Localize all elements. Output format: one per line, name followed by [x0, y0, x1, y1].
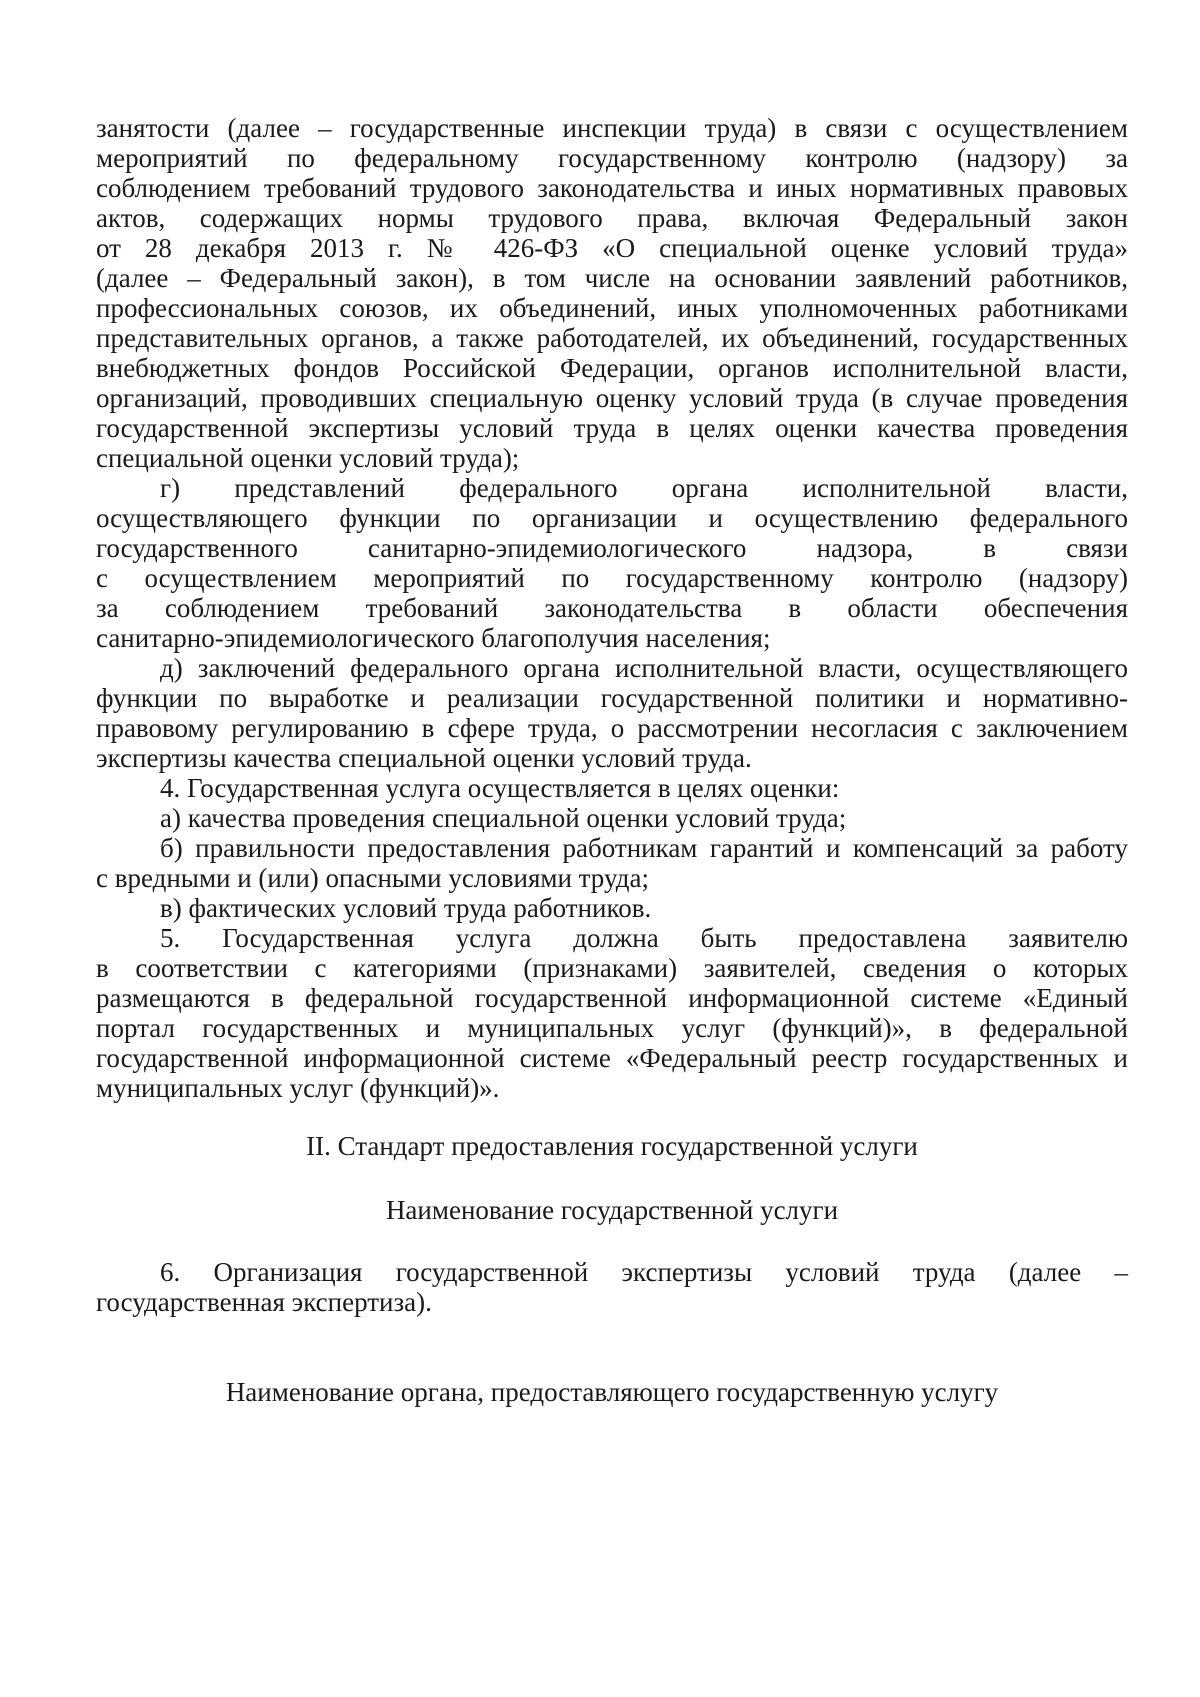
paragraph-line: внебюджетных фондов Российской Федерации, органов исполнительной власти,: [96, 353, 1128, 383]
paragraph-line: за соблюдением требований законодательства в области обеспечения: [96, 593, 1128, 623]
paragraph-line: портал государственных и муниципальных услуг (функций)», в федеральной: [96, 1013, 1128, 1043]
paragraph-line: с вредными и (или) опасными условиями труда;: [96, 863, 649, 893]
paragraph-line: функции по выработке и реализации государственной политики и нормативно-: [96, 683, 1128, 713]
paragraph-line: осуществляющего функции по организации и осуществлению федерального: [96, 503, 1128, 533]
paragraph-line: государственной информационной системе «Федеральный реестр государственных и: [96, 1043, 1128, 1073]
paragraph-line: муниципальных услуг (функций)».: [96, 1073, 500, 1103]
subheading-service-name: Наименование государственной услуги: [385, 1195, 839, 1225]
paragraph-line: б) правильности предоставления работникам гарантий и компенсаций за работу: [160, 833, 1128, 863]
paragraph-line: специальной оценки условий труда);: [96, 443, 520, 473]
paragraph-line: с осуществлением мероприятий по государственному контролю (надзору): [96, 563, 1128, 593]
paragraph-line: г) представлений федерального органа исполнительной власти,: [160, 473, 1128, 503]
paragraph-line: д) заключений федерального органа исполнительной власти, осуществляющего: [160, 653, 1128, 683]
paragraph-line: соблюдением требований трудового законодательства и иных нормативных правовых: [96, 173, 1128, 203]
paragraph-line: в соответствии с категориями (признаками) заявителей, сведения о которых: [96, 953, 1128, 983]
paragraph-line: (далее – Федеральный закон), в том числе на основании заявлений работников,: [96, 263, 1128, 293]
paragraph-line: 5. Государственная услуга должна быть предоставлена заявителю: [160, 923, 1128, 953]
subheading-authority: Наименование органа, предоставляющего государственную услугу: [225, 1377, 999, 1407]
paragraph-line: занятости (далее – государственные инспекции труда) в связи с осуществлением: [96, 113, 1128, 143]
section-heading: II. Стандарт предоставления государственной услуги: [306, 1131, 918, 1161]
paragraph-line: государственного санитарно-эпидемиологического надзора, в связи: [96, 533, 1128, 563]
paragraph-line: правовому регулированию в сфере труда, о рассмотрении несогласия с заключением: [96, 713, 1128, 743]
paragraph-line: от 28 декабря 2013 г. № 426-ФЗ «О специальной оценке условий труда»: [96, 233, 1128, 263]
paragraph-line: а) качества проведения специальной оценки условий труда;: [160, 803, 847, 833]
paragraph-line: 4. Государственная услуга осуществляется в целях оценки:: [160, 773, 840, 803]
paragraph-line: мероприятий по федеральному государственному контролю (надзору) за: [96, 143, 1128, 173]
paragraph-line: экспертизы качества специальной оценки условий труда.: [96, 743, 752, 773]
paragraph-line: организаций, проводивших специальную оценку условий труда (в случае проведения: [96, 383, 1128, 413]
paragraph-line: санитарно-эпидемиологического благополучия населения;: [96, 623, 771, 653]
paragraph-line: государственной экспертизы условий труда в целях оценки качества проведения: [96, 413, 1128, 443]
paragraph-line: в) фактических условий труда работников.: [160, 893, 652, 923]
paragraph-line: профессиональных союзов, их объединений, иных уполномоченных работниками: [96, 293, 1128, 323]
paragraph-line: представительных органов, а также работодателей, их объединений, государственных: [96, 323, 1128, 353]
paragraph-line: государственная экспертиза).: [96, 1287, 432, 1317]
paragraph-line: 6. Организация государственной экспертизы условий труда (далее –: [160, 1257, 1128, 1287]
paragraph-line: размещаются в федеральной государственной информационной системе «Единый: [96, 983, 1128, 1013]
paragraph-line: актов, содержащих нормы трудового права, включая Федеральный закон: [96, 203, 1128, 233]
